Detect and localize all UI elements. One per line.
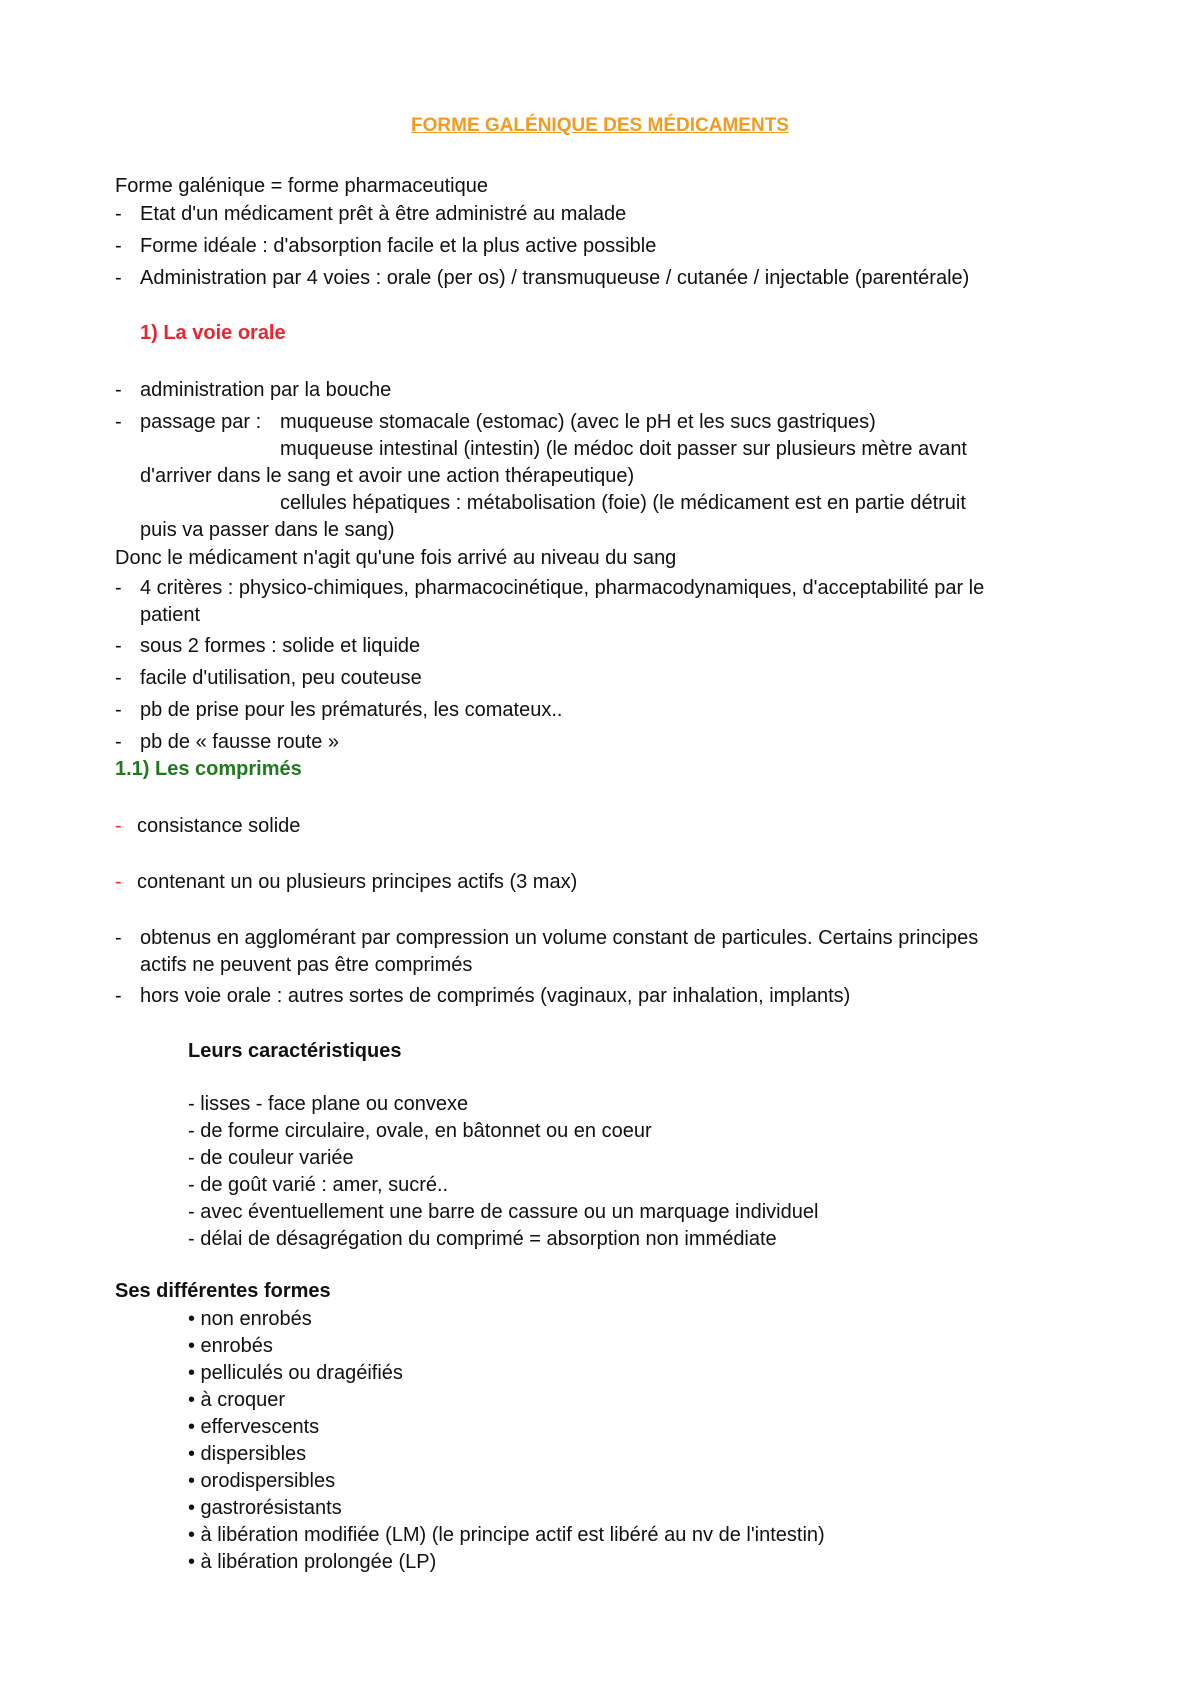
bullet-dash: - [115,379,122,401]
donc-line: Donc le médicament n'agit qu'une fois arrivé au niveau du sang [115,547,677,569]
passage-intestine-cont: d'arriver dans le sang et avoir une action thérapeutique) [140,465,635,487]
passage-stomach: muqueuse stomacale (estomac) (avec le pH et les sucs gastriques) [280,411,876,433]
bullet-dash: - [115,635,122,657]
forme-item-10: • à libération prolongée (LP) [188,1551,437,1573]
intro-line: Forme galénique = forme pharmaceutique [115,175,488,197]
forme-item-4: • à croquer [188,1389,286,1411]
forme-item-8: • gastrorésistants [188,1497,342,1519]
obtenus-item-cont: actifs ne peuvent pas être comprimés [140,954,473,976]
bullet-dash: - [115,927,122,949]
passage-intestine: muqueuse intestinal (intestin) (le médoc doit passer sur plusieurs mètre avant [280,438,967,460]
bullet-dash-red: - [115,815,122,837]
forme-item-9: • à libération modifiée (LM) (le principe actif est libéré au nv de l'intestin) [188,1524,825,1546]
formes-heading: Ses différentes formes [115,1280,331,1302]
oral-admin-item: administration par la bouche [140,379,392,401]
intro-item-1: Etat d'un médicament prêt à être administré au malade [140,203,627,225]
criteria-item: 4 critères : physico-chimiques, pharmacocinétique, pharmacodynamiques, d'acceptabilité par le [140,577,985,599]
criteria-item-cont: patient [140,604,201,626]
facile-item: facile d'utilisation, peu couteuse [140,667,422,689]
consistance-item: consistance solide [137,815,301,837]
section-1-1-heading: 1.1) Les comprimés [115,758,302,780]
forms-item: sous 2 formes : solide et liquide [140,635,421,657]
intro-item-3: Administration par 4 voies : orale (per os) / transmuqueuse / cutanée / injectable (parentérale) [140,267,970,289]
bullet-dash: - [115,267,122,289]
pb-prise-item: pb de prise pour les prématurés, les comateux.. [140,699,563,721]
forme-item-5: • effervescents [188,1416,320,1438]
caracteristiques-heading: Leurs caractéristiques [188,1040,402,1062]
forme-item-6: • dispersibles [188,1443,307,1465]
forme-item-2: • enrobés [188,1335,273,1357]
bullet-dash: - [115,985,122,1007]
bullet-dash: - [115,699,122,721]
obtenus-item: obtenus en agglomérant par compression un volume constant de particules. Certains principes [140,927,979,949]
carac-item-2: - de forme circulaire, ovale, en bâtonnet ou en coeur [188,1120,652,1142]
contenant-item: contenant un ou plusieurs principes actifs (3 max) [137,871,578,893]
carac-item-1: - lisses - face plane ou convexe [188,1093,469,1115]
hors-voie-item: hors voie orale : autres sortes de comprimés (vaginaux, par inhalation, implants) [140,985,851,1007]
carac-item-3: - de couleur variée [188,1147,354,1169]
bullet-dash: - [115,203,122,225]
forme-item-1: • non enrobés [188,1308,312,1330]
forme-item-3: • pelliculés ou dragéifiés [188,1362,403,1384]
section-1-heading: 1) La voie orale [140,322,286,344]
carac-item-4: - de goût varié : amer, sucré.. [188,1174,449,1196]
document-title: FORME GALÉNIQUE DES MÉDICAMENTS [411,115,789,136]
bullet-dash: - [115,235,122,257]
bullet-dash-red: - [115,871,122,893]
pb-fausse-item: pb de « fausse route » [140,731,340,753]
bullet-dash: - [115,577,122,599]
carac-item-5: - avec éventuellement une barre de cassure ou un marquage individuel [188,1201,819,1223]
passage-liver-cont: puis va passer dans le sang) [140,519,395,541]
bullet-dash: - [115,411,122,433]
passage-label: passage par : [140,411,262,433]
bullet-dash: - [115,667,122,689]
bullet-dash: - [115,731,122,753]
forme-item-7: • orodispersibles [188,1470,336,1492]
passage-liver: cellules hépatiques : métabolisation (foie) (le médicament est en partie détruit [280,492,966,514]
carac-item-6: - délai de désagrégation du comprimé = absorption non immédiate [188,1228,777,1250]
intro-item-2: Forme idéale : d'absorption facile et la plus active possible [140,235,657,257]
